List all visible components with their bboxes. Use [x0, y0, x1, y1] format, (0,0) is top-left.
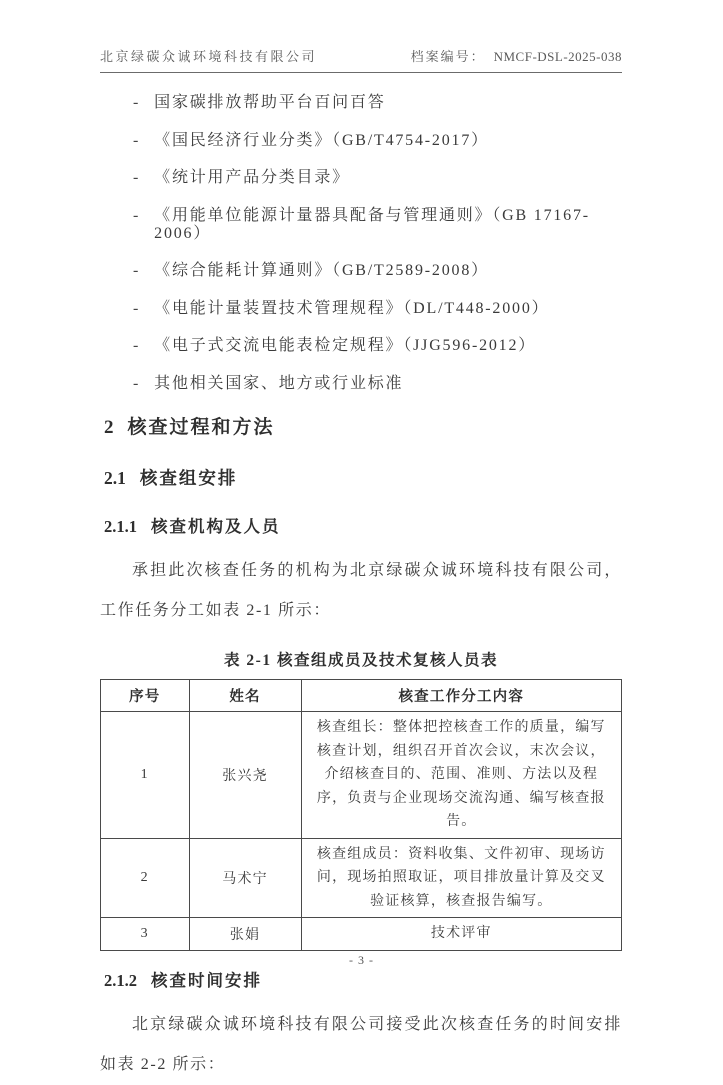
bullet-dash: - [133, 374, 141, 392]
reference-item [133, 132, 622, 150]
bullet-dash: - [133, 337, 141, 354]
cell-name: 张娟 [189, 918, 301, 951]
cell-no: 2 [101, 838, 190, 918]
section-heading-2-1-1 [104, 513, 622, 537]
reference-item [133, 300, 622, 318]
reference-text: 《电能计量装置技术管理规程》（DL/T448-2000） [154, 299, 550, 317]
table-row [101, 838, 622, 918]
page-number: - 3 - [349, 953, 374, 967]
table-caption: 表 2-1 核查组成员及技术复核人员表 [224, 652, 498, 669]
reference-item [133, 207, 622, 243]
reference-item [133, 262, 622, 280]
section-heading-2-1 [104, 465, 622, 490]
cell-no: 3 [101, 918, 190, 951]
reference-text: 国家碳排放帮助平台百问百答 [154, 94, 386, 111]
section-heading-2-1-2 [104, 967, 622, 991]
reference-item [133, 169, 622, 187]
cell-duty: 核查组长：整体把控核查工作的质量，编写核查计划，组织召开首次会议，末次会议，介绍核查目的、范围、准则、方法以及程序，负责与企业现场交流沟通、编写核查报告。 [301, 712, 621, 839]
cell-name: 马术宁 [189, 838, 301, 918]
bullet-dash: - [133, 169, 141, 186]
running-header [100, 46, 622, 73]
cell-name: 张兴尧 [189, 712, 301, 839]
section-heading-2 [104, 412, 622, 439]
file-number [411, 46, 622, 65]
reference-text: 《电子式交流电能表检定规程》（JJG596-2012） [154, 337, 537, 354]
column-header-no: 序号 [101, 680, 190, 712]
bullet-dash: - [133, 262, 141, 279]
company-name: 北京绿碳众诚环境科技有限公司 [100, 49, 318, 64]
bullet-dash: - [133, 206, 141, 224]
reference-item [133, 337, 622, 355]
section-number: 2.1.1 [104, 517, 137, 536]
file-number-label: 档案编号： [410, 49, 486, 64]
column-header-name: 姓名 [189, 680, 301, 712]
reference-item [133, 94, 622, 112]
reference-text: 《综合能耗计算通则》（GB/T2589-2008） [154, 262, 489, 279]
bullet-dash: - [133, 94, 141, 111]
reference-text: 《用能单位能源计量器具配备与管理通则》（GB 17167-2006） [154, 206, 590, 242]
table-row [101, 918, 622, 951]
section-title: 核查过程和方法 [127, 417, 275, 438]
reference-text: 《统计用产品分类目录》 [154, 169, 350, 186]
reference-list [133, 94, 622, 393]
cell-duty: 技术评审 [301, 918, 621, 951]
file-number-value: NMCF-DSL-2025-038 [493, 49, 622, 64]
section-title: 核查时间安排 [151, 970, 262, 990]
bullet-dash: - [133, 299, 141, 317]
cell-duty: 核查组成员：资料收集、文件初审、现场访问，现场拍照取证，项目排放量计算及交叉验证核算，核查报告编写。 [301, 838, 621, 918]
section-number: 2.1.2 [104, 970, 137, 990]
cell-no: 1 [101, 712, 190, 839]
section-number: 2.1 [104, 468, 126, 488]
column-header-duty: 核查工作分工内容 [301, 680, 621, 712]
reference-text: 其他相关国家、地方或行业标准 [154, 374, 404, 392]
section-title: 核查组安排 [139, 468, 238, 488]
bullet-dash: - [133, 131, 141, 149]
section-number: 2 [104, 417, 114, 438]
verification-team-table [100, 679, 622, 951]
table-row [101, 712, 622, 839]
table-header-row [101, 680, 622, 712]
body-paragraph: 北京绿碳众诚环境科技有限公司接受此次核查任务的时间安排如表 2-2 所示： [100, 1015, 622, 1073]
reference-text: 《国民经济行业分类》（GB/T4754-2017） [154, 131, 489, 149]
reference-item [133, 375, 622, 393]
section-title: 核查机构及人员 [151, 517, 281, 536]
body-paragraph: 承担此次核查任务的机构为北京绿碳众诚环境科技有限公司，工作任务分工如表 2-1 所示： [100, 562, 622, 619]
